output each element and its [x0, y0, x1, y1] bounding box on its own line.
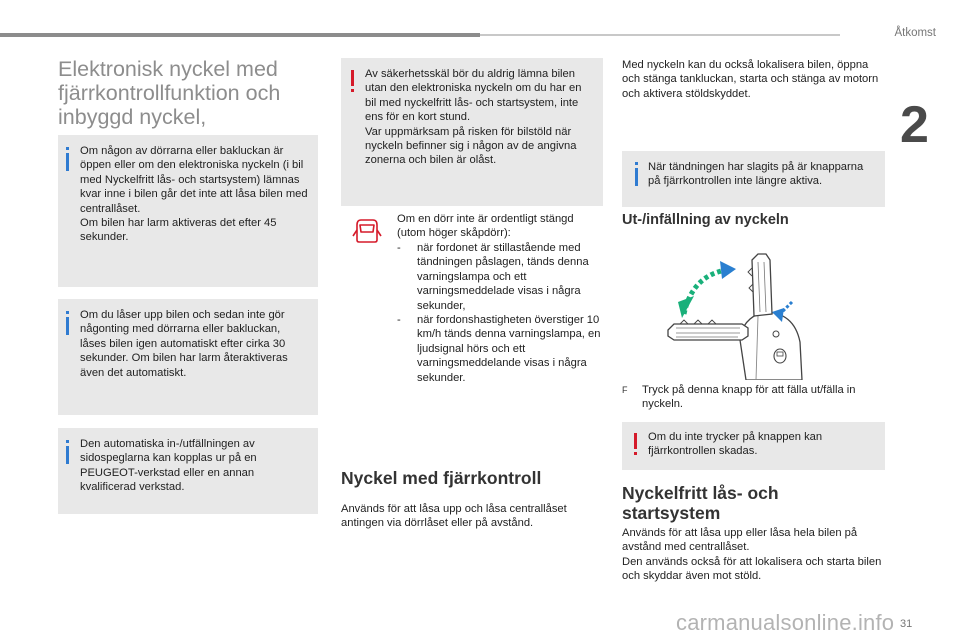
fold-instruction-text: Tryck på denna knapp för att fälla ut/fälla in nyckeln. [642, 384, 856, 411]
warning-text: Av säkerhetsskäl bör du aldrig lämna bilen utan den elektroniska nyckeln om du har en bil med nyckelfritt lås- och startsystem, inte ens för en kort stund. Var uppmärksam på risken för bilstöld när nyckeln befinner sig i någon av de angivna zonerna och bilen är olåst. [365, 68, 582, 167]
list-dash: - [397, 314, 401, 327]
info-box-central-locking [58, 135, 318, 287]
warning-icon [634, 433, 637, 449]
header-rule-light [480, 34, 840, 36]
warning-text: Om du inte trycker på knappen kan fjärrkontrollen skadas. [648, 431, 823, 458]
info-text: Den automatiska in-/utfällningen av sidospeglarna kan kopplas ur på en PEUGEOT-verkstad eller en annan kvalificerad verkstad. [80, 438, 257, 494]
info-box-auto-relock [58, 299, 318, 415]
info-text: När tändningen har slagits på är knapparna på fjärrkontrollen inte längre aktiva. [648, 161, 864, 188]
keyless-heading: Nyckelfritt lås- och startsystem [622, 483, 779, 523]
warning-icon [351, 70, 354, 86]
key-functions-intro: Med nyckeln kan du också lokalisera bilen, öppna och stänga tankluckan, starta och stänga av motorn och aktivera stöldskyddet. [622, 59, 879, 100]
list-item [397, 241, 603, 313]
info-icon [66, 446, 69, 464]
keyless-text: Används för att låsa upp eller låsa hela bilen på avstånd med centrallåset. Den används också för att lokalisera och starta bilen och skyddar även mot stöld. [622, 527, 882, 583]
warning-box-security [341, 58, 603, 206]
section-label: Åtkomst [894, 27, 936, 39]
page-number: 31 [900, 618, 913, 630]
info-icon [66, 153, 69, 171]
info-text: Om du låser upp bilen och sedan inte gör någonting med dörrarna eller bakluckan, låses bilen igen automatiskt efter cirka 30 sekunder. Om bilen har larm återaktiveras även det automatiskt. [80, 309, 288, 379]
list-item-text: när fordonshastigheten överstiger 10 km/h tänds denna varningslampa, en ljudsignal hörs och ett varningsmeddelande visas i några sekunder. [417, 314, 601, 384]
remote-text: Används för att låsa upp och låsa centrallåset antingen via dörrlåset eller på avstånd. [341, 503, 567, 530]
fold-heading: Ut-/infällning av nyckeln [622, 212, 789, 228]
list-dash: - [397, 242, 401, 254]
fold-instruction [622, 383, 884, 412]
warning-box-fold [622, 422, 885, 470]
info-box-mirrors [58, 428, 318, 514]
watermark: carmanualsonline.info [676, 610, 895, 635]
open-door-warning-lamp-icon [352, 216, 382, 246]
bullet-icon: F [622, 385, 628, 395]
header-rule [0, 33, 480, 37]
remote-heading: Nyckel med fjärrkontroll [341, 468, 542, 488]
page-title: Elektronisk nyckel med fjärrkontrollfunktion och inbyggd nyckel, [58, 57, 281, 129]
list-item [397, 313, 603, 385]
folding-key-illustration [660, 252, 810, 380]
door-warning-intro: Om en dörr inte är ordentligt stängd (utom höger skåpdörr): [397, 213, 574, 240]
chapter-number: 2 [900, 96, 929, 154]
info-text: Om någon av dörrarna eller bakluckan är öppen eller om den elektroniska nyckeln (i bil med Nyckelfritt lås- och startsystem) lämnas kvar inne i bilen går det inte att låsa bilen med centrallåset. Om bilen har larm aktiveras det efter 45 sekunder. [80, 145, 308, 244]
list-item-text: när fordonet är stillastående med tändningen påslagen, tänds denna varningslampa och ett varningsmeddelade visas i några sekunder, [417, 242, 589, 312]
info-icon [66, 317, 69, 335]
info-icon [635, 168, 638, 186]
door-warning-list [397, 241, 603, 385]
info-box-ignition [622, 151, 885, 207]
